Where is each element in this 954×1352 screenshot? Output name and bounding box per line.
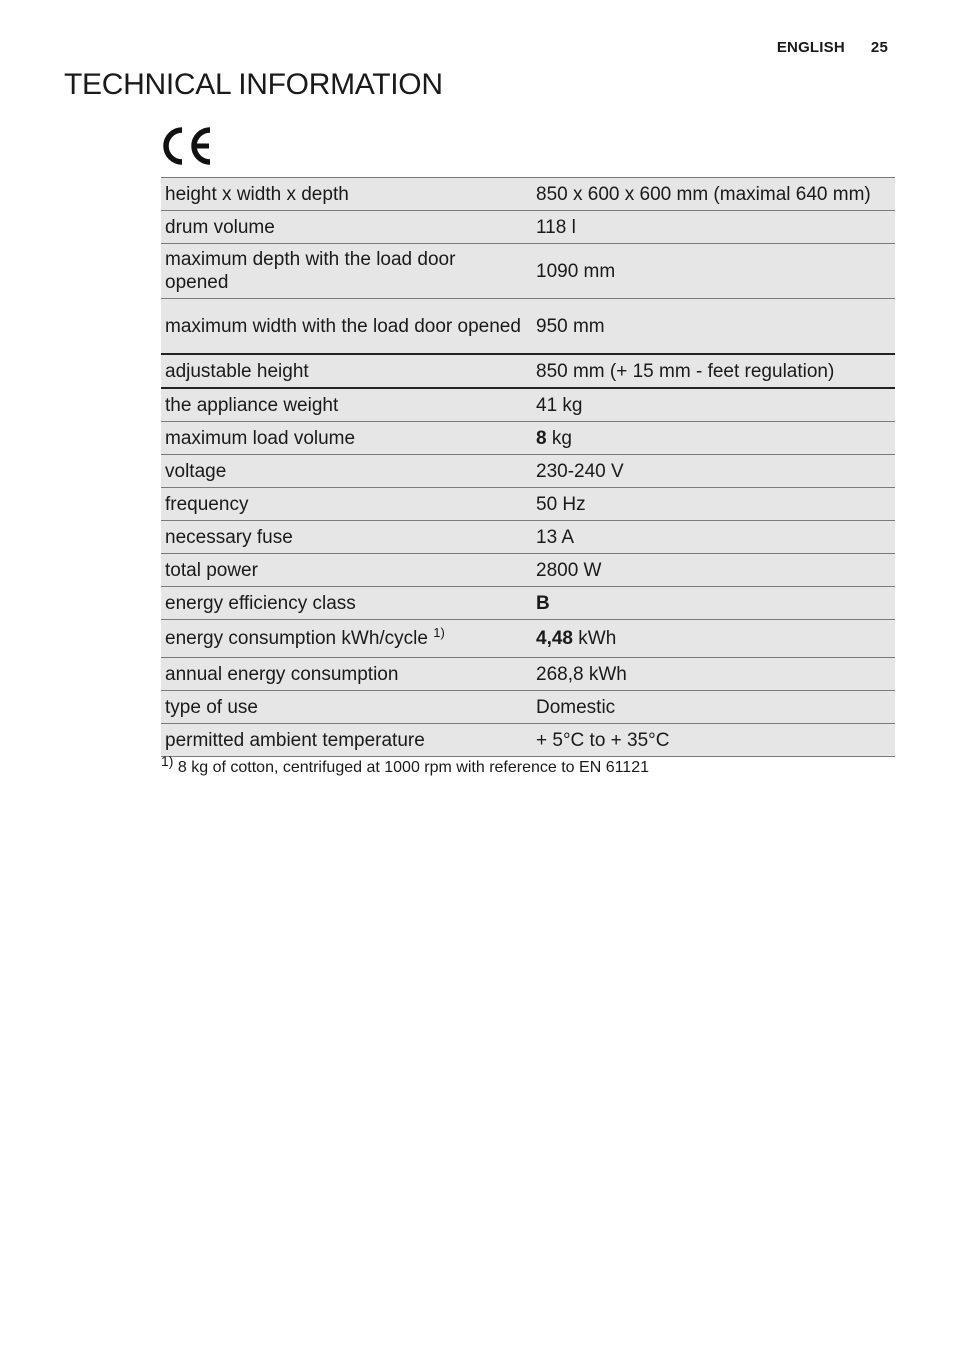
table-row <box>161 211 895 244</box>
page-number: 25 <box>870 39 888 56</box>
spec-label: permitted ambient temperature <box>161 724 528 757</box>
spec-value: 118 l <box>528 211 895 244</box>
table-row <box>161 587 895 620</box>
spec-label: frequency <box>161 488 528 521</box>
spec-label: energy efficiency class <box>161 587 528 620</box>
spec-value: 41 kg <box>528 388 895 422</box>
spec-label-text: energy consumption kWh/cycle <box>165 628 434 649</box>
spec-label: total power <box>161 554 528 587</box>
table-row <box>161 299 895 355</box>
spec-label: maximum depth with the load door opened <box>161 244 528 299</box>
spec-value <box>528 422 895 455</box>
table-row <box>161 724 895 757</box>
spec-value: 50 Hz <box>528 488 895 521</box>
spec-label: annual energy consumption <box>161 658 528 691</box>
spec-value: 950 mm <box>528 299 895 355</box>
ce-logo <box>160 126 216 166</box>
table-row <box>161 354 895 388</box>
table-row <box>161 521 895 554</box>
spec-value: 13 A <box>528 521 895 554</box>
spec-table <box>161 177 895 757</box>
header-language: ENGLISH <box>776 39 845 56</box>
page-header <box>777 39 888 56</box>
page-title: TECHNICAL INFORMATION <box>64 68 443 101</box>
table-row <box>161 422 895 455</box>
spec-label: the appliance weight <box>161 388 528 422</box>
spec-value: 1090 mm <box>528 244 895 299</box>
table-row <box>161 488 895 521</box>
spec-label: type of use <box>161 691 528 724</box>
spec-value: 268,8 kWh <box>528 658 895 691</box>
footnote-marker: 1) <box>161 753 174 769</box>
spec-value-emphasis: 4,48 <box>536 628 573 649</box>
spec-value: 850 x 600 x 600 mm (maximal 640 mm) <box>528 178 895 211</box>
footnote-text: 8 kg of cotton, centrifuged at 1000 rpm with reference to EN 61121 <box>173 759 649 776</box>
table-row <box>161 691 895 724</box>
spec-label: voltage <box>161 455 528 488</box>
spec-value: Domestic <box>528 691 895 724</box>
spec-label: maximum width with the load door opened <box>161 299 528 355</box>
spec-label: drum volume <box>161 211 528 244</box>
spec-value-emphasis: B <box>536 592 550 614</box>
table-row <box>161 244 895 299</box>
spec-value <box>528 587 895 620</box>
spec-label: maximum load volume <box>161 422 528 455</box>
spec-value: + 5°C to + 35°C <box>528 724 895 757</box>
spec-value: 850 mm (+ 15 mm - feet regulation) <box>528 354 895 388</box>
spec-label: height x width x depth <box>161 178 528 211</box>
table-row <box>161 178 895 211</box>
spec-label: adjustable height <box>161 354 528 388</box>
table-row <box>161 455 895 488</box>
spec-label: necessary fuse <box>161 521 528 554</box>
spec-value: 230-240 V <box>528 455 895 488</box>
table-row <box>161 554 895 587</box>
spec-value-emphasis: 8 <box>536 427 547 449</box>
spec-value-unit: kg <box>546 427 572 449</box>
table-row <box>161 388 895 422</box>
spec-label <box>161 620 528 658</box>
table-row <box>161 620 895 658</box>
footnote <box>161 753 649 777</box>
footnote-reference: 1) <box>433 625 445 640</box>
spec-value: 2800 W <box>528 554 895 587</box>
spec-value-unit: kWh <box>572 628 617 649</box>
table-row <box>161 658 895 691</box>
spec-value <box>528 620 895 658</box>
